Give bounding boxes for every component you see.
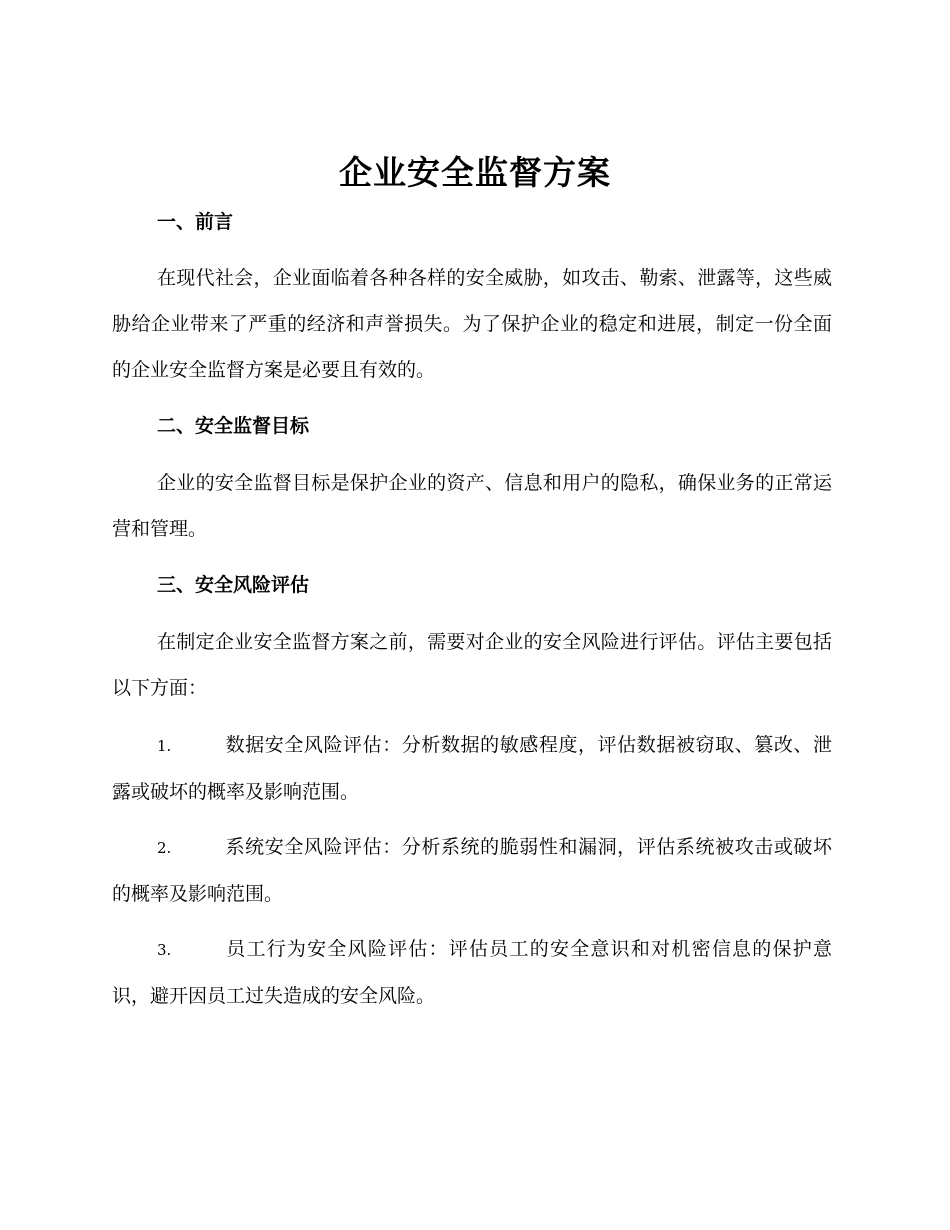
list-item-text: 数据安全风险评估：分析数据的敏感程度，评估数据被窃取、篡改、泄露或破坏的概率及影响范围。: [112, 734, 832, 803]
list-item-text: 员工行为安全风险评估：评估员工的安全意识和对机密信息的保护意识，避开因员工过失造成的安全风险。: [112, 938, 832, 1007]
document-title: 企业安全监督方案: [339, 153, 611, 192]
list-item-number: 2.: [157, 839, 172, 857]
section-heading-risk-assessment: 三、安全风险评估: [157, 574, 310, 596]
preface-paragraph: 在现代社会，企业面临着各种各样的安全威胁，如攻击、勒索、泄露等，这些威胁给企业带来了严重的经济和声誉损失。为了保护企业的稳定和进展，制定一份全面的企业安全监督方案是必要且有效的。: [112, 267, 832, 381]
list-item-number: 1.: [157, 737, 172, 755]
list-item-text: 系统安全风险评估：分析系统的脆弱性和漏洞，评估系统被攻击或破坏的概率及影响范围。: [112, 836, 832, 905]
risk-assessment-paragraph: 在制定企业安全监督方案之前，需要对企业的安全风险进行评估。评估主要包括以下方面：: [112, 631, 832, 699]
goals-paragraph: 企业的安全监督目标是保护企业的资产、信息和用户的隐私，确保业务的正常运营和管理。: [112, 472, 832, 540]
section-heading-preface: 一、前言: [157, 211, 234, 233]
list-item: [112, 824, 832, 917]
list-item-number: 3.: [157, 941, 172, 959]
list-item: [112, 722, 832, 815]
list-item: [112, 926, 832, 1019]
section-heading-goals: 二、安全监督目标: [157, 415, 310, 437]
